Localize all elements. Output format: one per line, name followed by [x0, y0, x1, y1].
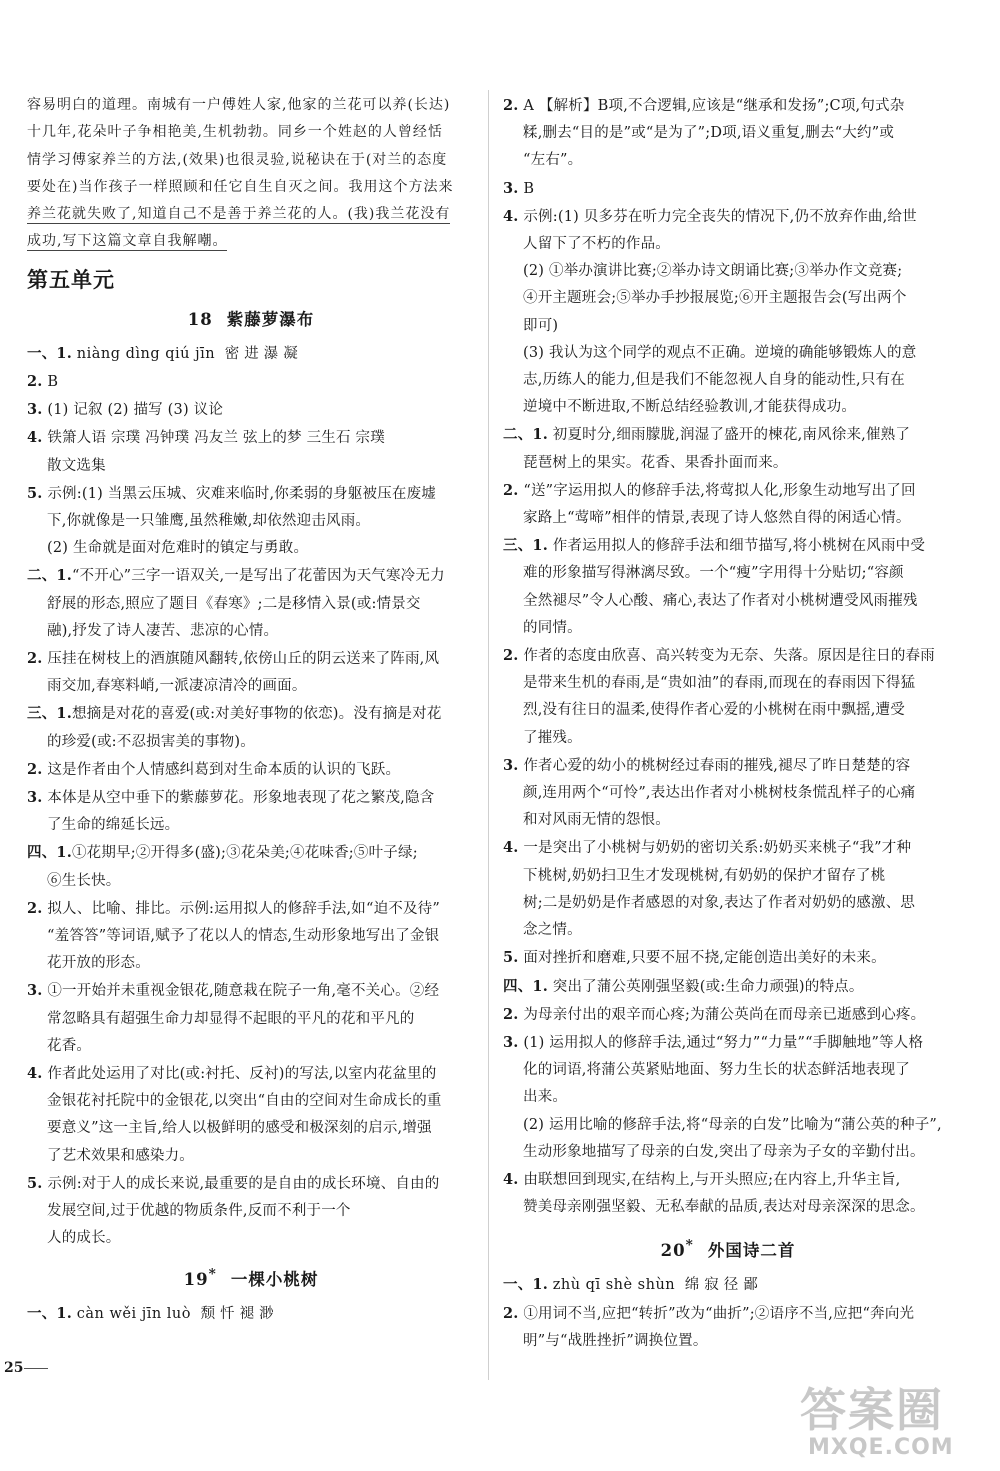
answer-line: 2. B	[27, 372, 59, 390]
answer-line: 5. 示例:(1) 当黑云压城、灾难来临时,你柔弱的身躯被压在废墟	[27, 484, 436, 502]
answer-line: 要意义”这一主旨,给人以极鲜明的感受和极深刻的启示,增强	[47, 1120, 432, 1137]
answer-line: 生动形象地描写了母亲的白发,突出了母亲为子女的辛勤付出。	[523, 1143, 925, 1160]
answer-line: 赞美母亲刚强坚毅、无私奉献的品质,表达对母亲深深的思念。	[523, 1199, 925, 1216]
answer-line: 逆境中不断进取,不断总结经验教训,才能获得成功。	[523, 399, 857, 416]
answer-line: “左右”。	[523, 152, 583, 169]
answer-line: 一、1. niàng dìng qiú jīn 密 进 瀑 凝	[27, 344, 298, 362]
lesson-title-18	[27, 306, 475, 330]
hw-line: 容易明白的道理。南城有一户傅姓人家,他家的兰花可以养(长达)	[27, 97, 451, 113]
hw-line: 十几年,花朵叶子争相艳美,生机勃勃。同乡一个姓赵的人曾经恬	[27, 124, 443, 141]
answer-line: 下桃树,奶奶扫卫生才发现桃树,有奶奶的保护才留存了桃	[523, 867, 886, 884]
answer-line: 3. (1) 记叙 (2) 描写 (3) 议论	[27, 401, 224, 419]
answer-line: 三、1.想摘是对花的喜爱(或:对美好事物的依恋)。没有摘是对花	[27, 705, 442, 723]
answer-line: 5. 面对挫折和磨难,只要不屈不挠,定能创造出美好的未来。	[503, 949, 886, 967]
answer-line: 下,你就像是一只雏鹰,虽然稚嫩,却依然迎击风雨。	[47, 513, 371, 529]
optional-star: *	[685, 1237, 694, 1254]
watermark	[800, 1384, 954, 1460]
answer-line: 4. 作者此处运用了对比(或:衬托、反衬)的写法,以室内花盆里的	[27, 1065, 437, 1083]
answer-line: 二、1.“不开心”三字一语双关,一是写出了花蕾因为天气寒冷无力	[27, 567, 445, 585]
answer-line: 金银花衬托院中的金银花,以突出“自由的空间对生命成长的重	[47, 1093, 442, 1110]
answer-line: 四、1. 突出了蒲公英刚强坚毅(或:生命力顽强)的特点。	[503, 977, 864, 995]
answer-line: 出来。	[523, 1089, 568, 1106]
watermark-url: MXQE.COM	[808, 1435, 954, 1460]
answer-line: ④开主题班会;⑤举办手抄报展览;⑥开主题报告会(写出两个	[523, 290, 907, 307]
answer-line: 舒展的形态,照应了题目《春寒》;二是移情入景(或:情景交	[47, 595, 421, 612]
answer-line: 了艺术效果和感染力。	[47, 1147, 194, 1164]
hw-underlined: 成功,写下这篇文章自我解嘲。	[27, 233, 228, 250]
hw-underlined: 养兰花就失败了,知道自己不是善于养兰花的人。(我)我兰花没有	[27, 206, 451, 223]
answer-line: 3. 本体是从空中垂下的紫藤萝花。形象地表现了花之繁茂,隐含	[27, 789, 435, 807]
answer-line: 志,历练人的能力,但是我们不能忽视人自身的能动性,只有在	[523, 372, 905, 389]
answer-line: 4. 示例:(1) 贝多芬在听力完全丧失的情况下,仍不放弃作曲,给世	[503, 207, 917, 225]
answer-line: 颜,连用两个“可怜”,表达出作者对小桃树枝条慌乱样子的心痛	[523, 785, 916, 802]
answer-line: 花开放的形态。	[47, 955, 150, 972]
optional-star: *	[208, 1266, 217, 1283]
answer-line: 琵琶树上的果实。花香、果香扑面而来。	[523, 454, 788, 471]
answer-line: 5. 示例:对于人的成长来说,最重要的是自由的成长环境、自由的	[27, 1174, 440, 1192]
answer-line: 2. 为母亲付出的艰辛而心疼;为蒲公英尚在而母亲已逝感到心疼。	[503, 1005, 926, 1023]
answer-line: 2. 这是作者由个人情感纠葛到对生命本质的认识的飞跃。	[27, 760, 401, 778]
answer-line: 融),抒发了诗人凄苦、悲凉的心情。	[47, 622, 279, 639]
answer-line: 二、1. 初夏时分,细雨朦胧,润湿了盛开的楝花,南风徐来,催熟了	[503, 426, 911, 444]
answer-line: 难的形象描写得淋漓尽致。一个“瘦”字用得十分贴切;“容颜	[523, 565, 904, 582]
lesson-number: 20	[660, 1241, 686, 1261]
answer-line: 3. (1) 运用拟人的修辞手法,通过“努力”“力量”“手脚触地”等人格	[503, 1033, 924, 1051]
hw-line: 要处在)当作孩子一样照顾和任它自生自灭之间。我用这个方法来	[27, 178, 454, 195]
right-column	[503, 92, 953, 1355]
answer-line: 明”与“战胜挫折”调换位置。	[523, 1332, 708, 1349]
answer-line: 的同情。	[523, 619, 582, 636]
answer-line: ⑥生长快。	[47, 872, 121, 889]
answer-line: 人留下了不朽的作品。	[523, 236, 670, 253]
answer-line: 3. 作者心爱的幼小的桃树经过春雨的摧残,褪尽了昨日楚楚的容	[503, 756, 911, 774]
answer-line: 念之情。	[523, 922, 582, 939]
answer-line: (2) 生命就是面对危难时的镇定与勇敢。	[47, 540, 309, 557]
lesson-name: 紫藤萝瀑布	[226, 309, 315, 329]
answer-line: 是带来生机的春雨,是“贵如油”的春雨,而现在的春雨因下得猛	[523, 675, 916, 692]
answer-line: 即可)	[523, 317, 559, 334]
lesson-name: 外国诗二首	[707, 1241, 796, 1261]
column-divider	[488, 90, 489, 1380]
answer-line: 全然褪尽”令人心酸、痛心,表达了作者对小桃树遭受风雨摧残	[523, 592, 918, 609]
answer-line: 2. “送”字运用拟人的修辞手法,将莺拟人化,形象生动地写出了回	[503, 481, 916, 499]
answer-line: 3. B	[503, 179, 535, 197]
answer-line: 2. ①用词不当,应把“转折”改为“曲折”;②语序不当,应把“奔向光	[503, 1304, 915, 1322]
answer-line: 4. 一是突出了小桃树与奶奶的密切关系:奶奶买来桃子“我”才种	[503, 839, 912, 857]
answer-line: 和对风雨无情的怨恨。	[523, 812, 670, 829]
answer-line: 家路上“莺啼”相伴的情景,表现了诗人悠然自得的闲适心情。	[523, 510, 911, 527]
answer-line: 一、1. zhù qī shè shùn 绵 寂 径 鄙	[503, 1276, 758, 1294]
answer-line: 2. A 【解析】B项,不合逻辑,应该是“继承和发扬”;C项,句式杂	[503, 97, 905, 114]
answer-line: 化的词语,将蒲公英紧贴地面、努力生长的状态鲜活地表现了	[523, 1062, 911, 1079]
answer-line: 雨交加,春寒料峭,一派凄凉清冷的画面。	[47, 678, 307, 695]
answer-line: 2. 拟人、比喻、排比。示例:运用拟人的修辞手法,如“迫不及待”	[27, 899, 440, 917]
watermark-logo-text: 答案圈	[800, 1383, 944, 1437]
answer-line: 的珍爱(或:不忍损害美的事物)。	[47, 733, 255, 750]
answer-line: 四、1.①花期早;②开得多(盛);③花朵美;④花味香;⑤叶子绿;	[27, 844, 418, 862]
answer-line: 糅,删去“目的是”或“是为了”;D项,语义重复,删去“大约”或	[523, 125, 895, 142]
lesson-number: 19	[183, 1270, 209, 1290]
answer-line: “羞答答”等词语,赋予了花以人的情态,生动形象地写出了金银	[47, 928, 440, 945]
answer-line: 了生命的绵延长远。	[47, 817, 180, 834]
hw-line: 情学习傅家养兰的方法,(效果)也很灵验,说秘诀在于(对兰的态度	[27, 151, 448, 168]
answer-line: (2) ①举办演讲比赛;②举办诗文朗诵比赛;③举办作文竞赛;	[523, 263, 903, 280]
handwritten-translation	[27, 92, 475, 256]
answer-line: 了摧残。	[523, 729, 582, 746]
lesson-title-20	[503, 1237, 953, 1261]
answer-line: (2) 运用比喻的修辞手法,将“母亲的白发”比喻为“蒲公英的种子”,	[523, 1116, 942, 1133]
answer-line: 散文选集	[47, 457, 106, 474]
unit-title: 第五单元	[27, 266, 115, 292]
answer-line: 4. 铁箫人语 宗璞 冯钟璞 冯友兰 弦上的梦 三生石 宗璞	[27, 429, 385, 447]
answer-line: (3) 我认为这个同学的观点不正确。逆境的确能够锻炼人的意	[523, 344, 917, 361]
hw-line	[27, 201, 475, 228]
answer-line: 发展空间,过于优越的物质条件,反而不利于一个	[47, 1203, 351, 1220]
answer-line: 4. 由联想回到现实,在结构上,与开头照应;在内容上,升华主旨,	[503, 1170, 901, 1188]
page-number: 25	[4, 1360, 24, 1376]
lesson-number: 18	[187, 309, 213, 329]
answer-line: 常忽略具有超强生命力却显得不起眼的平凡的花和平凡的	[47, 1010, 415, 1027]
answer-line: 人的成长。	[47, 1230, 121, 1247]
hw-line	[27, 228, 475, 255]
answer-line: 树;二是奶奶是作者感恩的对象,表达了作者对奶奶的感激、思	[523, 894, 916, 911]
answer-line: 一、1. càn wěi jīn luò 颓 忏 褪 渺	[27, 1305, 274, 1323]
answer-line: 烈,没有往日的温柔,使得作者心爱的小桃树在雨中飘摇,遭受	[523, 702, 905, 719]
answer-line: 花香。	[47, 1037, 92, 1054]
answer-line: 2. 作者的态度由欣喜、高兴转变为无奈、失落。原因是往日的春雨	[503, 647, 935, 665]
lesson-title-19	[27, 1266, 475, 1290]
answer-line: 2. 压挂在树枝上的酒旗随风翻转,依傍山丘的阴云送来了阵雨,风	[27, 650, 440, 668]
left-column	[27, 92, 475, 1329]
answer-line: 三、1. 作者运用拟人的修辞手法和细节描写,将小桃树在风雨中受	[503, 537, 926, 555]
page-number-rule	[24, 1368, 48, 1369]
answer-line: 3. ①一开始并未重视金银花,随意栽在院子一角,毫不关心。②经	[27, 982, 440, 1000]
lesson-name: 一棵小桃树	[230, 1270, 319, 1290]
